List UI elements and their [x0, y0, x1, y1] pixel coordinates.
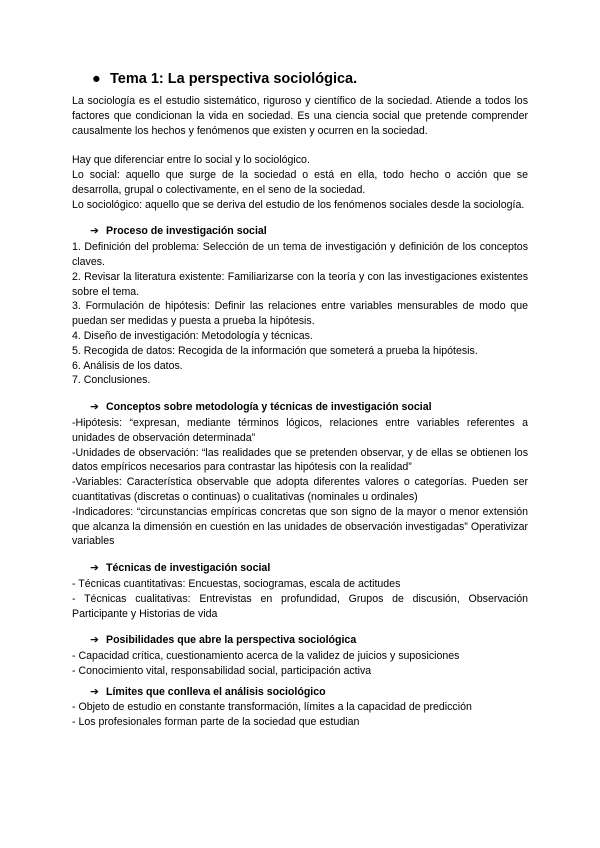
list-item: -Unidades de observación: “las realidades que se pretenden observar, y de ellas se obtienen los datos empíricos necesarios para contrastar las hipótesis con la realidad”: [72, 446, 528, 474]
list-item: - Capacidad crítica, cuestionamiento acerca de la validez de juicios y suposiciones: [72, 650, 460, 663]
list-item: 5. Recogida de datos: Recogida de la información que someterá a prueba la hipótesis.: [72, 344, 478, 357]
list-item: 1. Definición del problema: Selección de un tema de investigación y definición de los conceptos claves.: [72, 241, 528, 268]
list-item: - Objeto de estudio en constante transformación, límites a la capacidad de predicción: [72, 701, 472, 714]
list-item: 3. Formulación de hipótesis: Definir las relaciones entre variables mensurables de modo que puedan ser medidas y puesta a prueba la hipótesis.: [72, 300, 528, 328]
list-item: 6. Análisis de los datos.: [72, 359, 183, 372]
bullet-icon: ●: [92, 71, 101, 87]
list-item: - Técnicas cuantitativas: Encuestas, sociogramas, escala de actitudes: [72, 577, 401, 590]
section-heading: ➔ Límites que conlleva el análisis sociológico: [90, 685, 326, 698]
list-item: - Los profesionales forman parte de la sociedad que estudian: [72, 716, 360, 729]
list-item: 7. Conclusiones.: [72, 374, 151, 387]
list-item: - Técnicas cualitativas: Entrevistas en profundidad, Grupos de discusión, Observación Participante y Historias de vida: [72, 592, 528, 620]
list-item: -Variables: Característica observable que adopta diferentes valores o categorías. Pueden ser cuantitativas (discretas o continuas) o cualitativas (nominales u ordinales): [72, 476, 528, 503]
list-item: 4. Diseño de investigación: Metodología y técnicas.: [72, 329, 313, 342]
list-item: 2. Revisar la literatura existente: Familiarizarse con la teoría y con las investigaciones existentes sobre el tema.: [72, 270, 528, 298]
arrow-icon: ➔: [90, 401, 99, 414]
intro-paragraph: La sociología es el estudio sistemático, riguroso y científico de la sociedad. Atiende a todos los factores que condicionan la vida en sociedad. Es una ciencia social que pretende comprender causalmente los hechos y fenómenos que existen y ocurren en la sociedad.: [72, 95, 528, 137]
intro-paragraph: Lo social: aquello que surge de la sociedad o está en ella, todo hecho o acción que se desarrolla, grupal o colectivamente, en el seno de la sociedad.: [72, 168, 528, 196]
page-title: [92, 70, 528, 88]
intro-paragraph: Hay que diferenciar entre lo social y lo sociológico.: [72, 154, 310, 167]
arrow-icon: ➔: [90, 562, 99, 575]
document-page: [72, 70, 528, 730]
intro-paragraph: Lo sociológico: aquello que se deriva del estudio de los fenómenos sociales desde la sociología.: [72, 198, 525, 211]
section-heading: ➔ Posibilidades que abre la perspectiva sociológica: [90, 634, 357, 647]
list-item: -Hipótesis: “expresan, mediante términos lógicos, relaciones entre variables referentes a unidades de observación determinada”: [72, 416, 528, 444]
title-text: Tema 1: La perspectiva sociológica.: [110, 71, 358, 87]
section-heading: ➔ Conceptos sobre metodología y técnicas de investigación social: [90, 401, 432, 414]
section-heading: ➔ Técnicas de investigación social: [90, 562, 271, 575]
arrow-icon: ➔: [90, 634, 99, 647]
list-item: - Conocimiento vital, responsabilidad social, participación activa: [72, 664, 372, 677]
section-heading: ➔ Proceso de investigación social: [90, 225, 267, 238]
arrow-icon: ➔: [90, 685, 99, 698]
list-item: -Indicadores: “circunstancias empíricas concretas que son signo de la mayor o menor extensión que alcanza la dimensión en cuestión en las unidades de observación investigadas” Operativizar variables: [72, 505, 528, 548]
arrow-icon: ➔: [90, 225, 99, 238]
